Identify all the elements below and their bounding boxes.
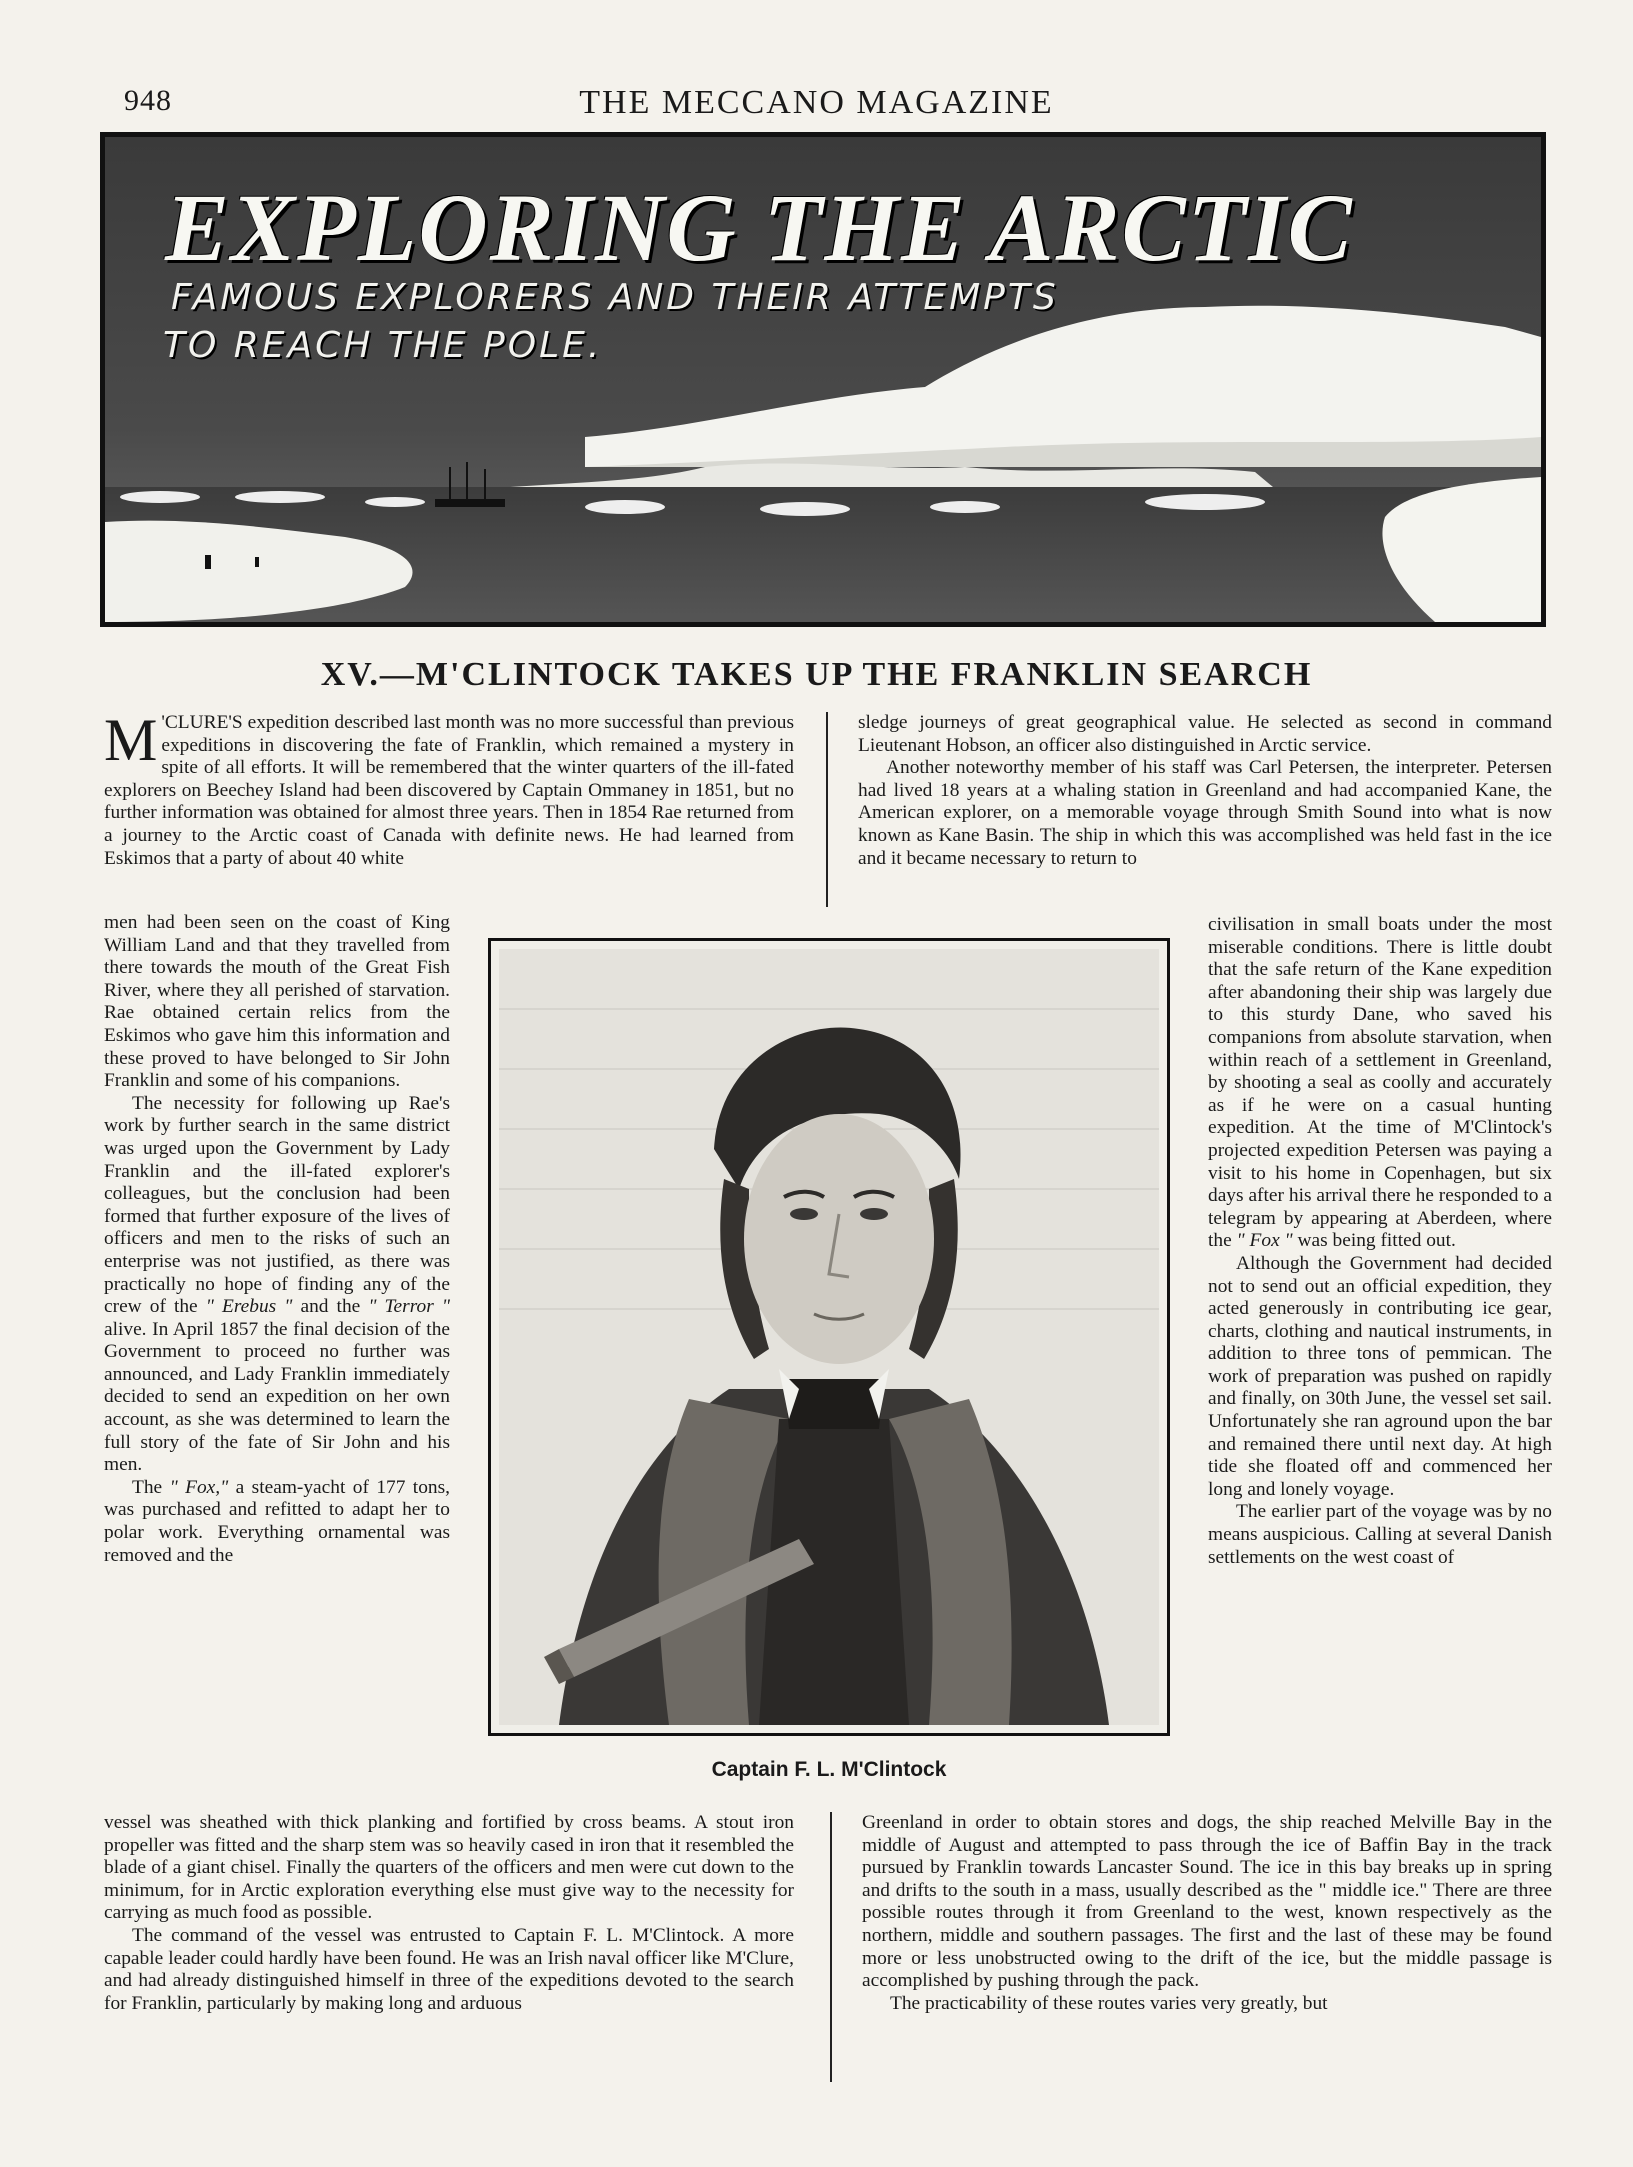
left-paragraph-2-b: and the xyxy=(292,1296,369,1318)
column-rule-bottom xyxy=(830,1812,832,2082)
portrait-frame xyxy=(488,938,1170,1736)
right-paragraph-4-narrow: The earlier part of the voyage was by no means auspicious. Calling at several Danish settlements on the west coast of xyxy=(1208,1501,1552,1568)
running-head: THE MECCANO MAGAZINE xyxy=(579,84,1054,121)
ship-name-fox-2: " Fox " xyxy=(1236,1230,1293,1252)
left-column-top xyxy=(104,707,794,870)
left-column-bottom xyxy=(104,1812,794,2015)
article-headline: XV.—M'CLINTOCK TAKES UP THE FRANKLIN SEARCH xyxy=(320,656,1313,693)
left-paragraph-3-b: a steam-yacht of 177 tons, was purchased and refitted to adapt her to polar work. Everything ornamental was removed and the xyxy=(104,1476,450,1566)
right-paragraph-3: Although the Government had decided not to send out an official expedition, they acted generously in contributing ice gear, charts, clothing and nautical instruments, in addition to three tons of pemmican. The work of preparation was pushed on rapidly and finally, on 30th June, the vessel set sail. Unfortunately she ran aground upon the bar and remained there until next day. At high tide she floated off and commenced her long and lonely voyage. xyxy=(1208,1252,1552,1500)
right-paragraph-1: sledge journeys of great geographical value. He selected as second in command Lieutenant Hobson, an officer also distinguished in Arctic service. xyxy=(858,712,1552,756)
left-paragraph-4: The command of the vessel was entrusted to Captain F. L. M'Clintock. A more capable leader could hardly have been found. He was an Irish naval officer like M'Clure, and had already distinguished himself in three of the expeditions devoted to the search for Franklin, particularly by making long and arduous xyxy=(104,1924,794,2014)
left-column-narrow xyxy=(104,912,450,1567)
ship-name-terror: " Terror " xyxy=(368,1296,450,1318)
page-number: 948 xyxy=(124,84,172,117)
column-rule-top xyxy=(826,712,828,907)
left-paragraph-2-a: The necessity for following up Rae's work by further search in the same district was urged upon the Government by Lady Franklin and the ill-fated explorer's colleagues, but the conclusion had been formed that further exposure of the lives of officers and men to the risks of such an enterprise was not justified, as there was practically no hope of finding any of the crew of the xyxy=(104,1092,450,1318)
right-column-bottom xyxy=(862,1812,1552,2015)
right-paragraph-2-top: Another noteworthy member of his staff was Carl Petersen, the interpreter. Petersen had lived 18 years at a whaling station in Greenland and had accompanied Kane, the American explorer, on a memorable voyage through Smith Sound into what is now known as Kane Basin. The ship in which this was accomplished was held fast in the ice and it became necessary to return to xyxy=(858,757,1552,869)
right-paragraph-5: The practicability of these routes varies very greatly, but xyxy=(890,1992,1328,2014)
ship-name-fox: " Fox," xyxy=(169,1476,229,1498)
left-paragraph-1-top: 'CLURE'S expedition described last month was no more successful than previous expeditions in discovering the fate of Franklin, which remained a mystery in spite of all efforts. It will be remembered that the winter quarters of the ill-fated explorers on Beechey Island had been discovered by Captain Ommaney in 1851, but no further information was obtained for almost three years. Then in 1854 Rae returned from a journey to the Arctic coast of Canada with definite news. He had learned from Eskimos that a party of about 40 white xyxy=(104,712,794,869)
left-paragraph-2 xyxy=(104,1093,450,1477)
right-paragraph-2-narrow xyxy=(1208,914,1552,1253)
ship-name-erebus: " Erebus " xyxy=(205,1296,293,1318)
banner-subtitle-line-2: TO REACH THE POLE. xyxy=(163,325,603,366)
left-paragraph-3-a: The xyxy=(132,1476,170,1498)
right-paragraph-2-narrow-b: was being fitted out. xyxy=(1292,1230,1456,1252)
right-paragraph-4-wide: Greenland in order to obtain stores and dogs, the ship reached Melville Bay in the middle of August and attempted to pass through the ice of Baffin Bay in the track pursued by Franklin towards Lancaster Sound. The ice in this bay breaks up in spring and drifts to the south in a mass, usually described as the " middle ice." There are three possible routes through it from Greenland to the west, known respectively as the northern, middle and southern passages. The first and the last of these may be found more or less unobstructed owing to the drift of the ice, but the middle passage is accomplished by pushing through the pack. xyxy=(862,1812,1552,1992)
drop-cap: M xyxy=(104,707,158,773)
banner-title: EXPLORING THE ARCTIC xyxy=(165,174,1354,281)
left-paragraph-1-narrow: men had been seen on the coast of King William Land and that they travelled from there towards the mouth of the Great Fish River, where they all perished of starvation. Rae obtained certain relics from the Eskimos who gave him this information and these proved to have belonged to Sir John Franklin and some of his companions. xyxy=(104,912,450,1092)
portrait-engraving xyxy=(499,949,1159,1725)
left-paragraph-3 xyxy=(104,1477,450,1567)
right-paragraph-2-narrow-a: civilisation in small boats under the most miserable conditions. There is little doubt that the safe return of the Kane expedition after abandoning their ship was largely due to this sturdy Dane, who saved his companions from absolute starvation, when within reach of a settlement in Greenland, by shooting a seal as coolly and accurately as if he were on a casual hunting expedition. At the time of M'Clintock's projected expedition Petersen was paying a visit to his home in Copenhagen, but six days after his arrival there he responded to a telegram by appearing at Aberdeen, where the xyxy=(1208,914,1552,1252)
banner-subtitle-line-1: FAMOUS EXPLORERS AND THEIR ATTEMPTS xyxy=(171,277,1059,318)
right-column-top xyxy=(858,712,1552,870)
portrait-caption: Captain F. L. M'Clintock xyxy=(711,1758,947,1781)
left-paragraph-3-wide: vessel was sheathed with thick planking and fortified by cross beams. A stout iron propeller was fitted and the sharp stem was so heavily cased in iron that it resembled the blade of a giant chisel. Finally the quarters of the officers and men were cut down to the minimum, for in Arctic exploration everything else must give way to the necessity for carrying as much food as possible. xyxy=(104,1812,794,1924)
arctic-banner xyxy=(100,132,1546,627)
left-paragraph-2-c: alive. In April 1857 the final decision of the Government to proceed no further was announced, and Lady Franklin immediately decided to send an expedition on her own account, as she was determined to learn the full story of the fate of Sir John and his men. xyxy=(104,1318,450,1476)
right-column-narrow xyxy=(1208,914,1552,1569)
